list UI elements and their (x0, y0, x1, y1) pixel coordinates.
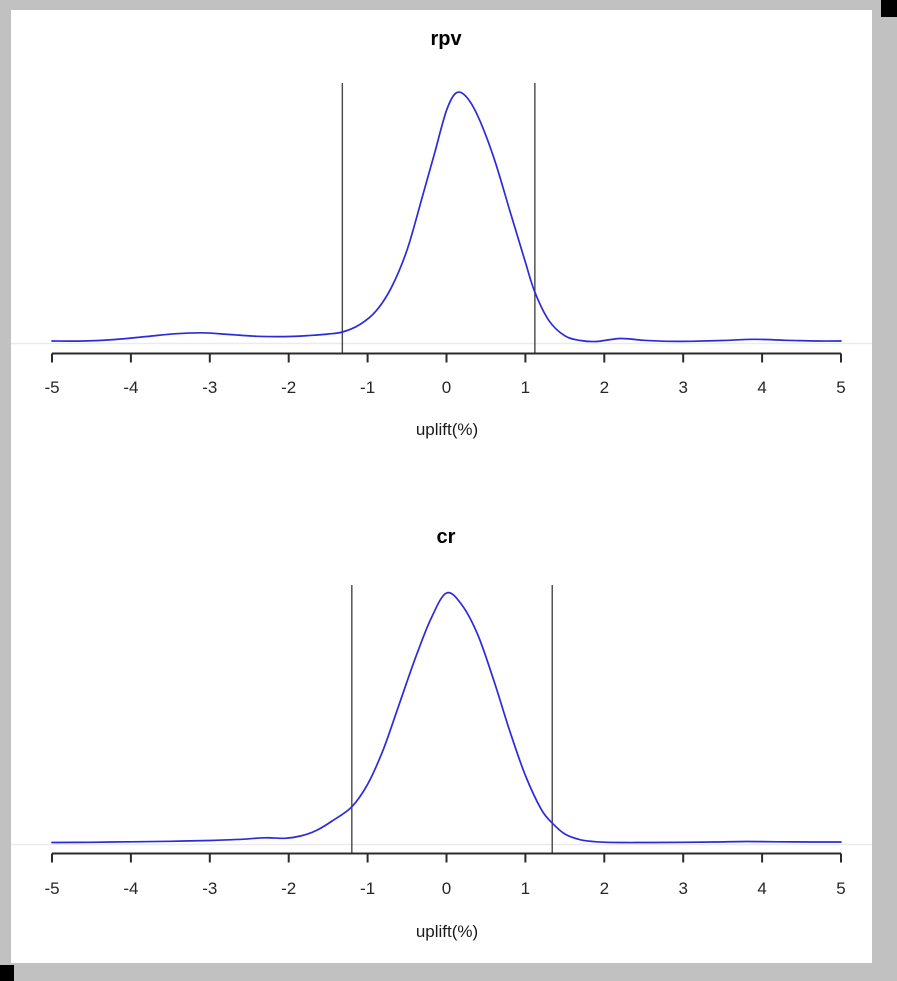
density-curve (52, 593, 841, 843)
x-axis-tick-label: -1 (360, 378, 376, 397)
density-curve (52, 92, 841, 342)
x-axis-tick-label: 4 (757, 879, 767, 898)
x-axis-tick-label: -1 (360, 879, 376, 898)
x-axis-tick-label: 0 (441, 879, 452, 898)
scroll-thumb-top-right[interactable] (881, 0, 897, 17)
plot-title-rpv: rpv (430, 28, 462, 50)
x-axis-tick-label: 0 (441, 378, 452, 397)
x-axis-tick-label: -2 (281, 879, 297, 898)
x-axis-label-rpv: uplift(%) (415, 420, 479, 439)
x-axis-tick-label: 2 (599, 378, 610, 397)
x-axis-tick-label: 4 (757, 378, 767, 397)
x-axis-tick-label: -2 (281, 378, 297, 397)
x-axis-label-cr: uplift(%) (415, 922, 479, 941)
x-axis-tick-label: 2 (599, 879, 610, 898)
x-axis-tick-label: -5 (44, 378, 60, 397)
plot-title-cr: cr (436, 526, 456, 548)
x-axis-tick-label: -3 (202, 879, 218, 898)
x-axis-tick-label: 1 (520, 879, 531, 898)
x-axis-tick-label: -3 (202, 378, 218, 397)
x-axis-tick-label: 3 (678, 378, 688, 397)
x-axis-tick-label: -4 (123, 378, 139, 397)
x-axis-tick-label: -5 (44, 879, 60, 898)
x-axis-tick-label: 5 (836, 879, 846, 898)
x-axis-tick-label: 5 (836, 378, 846, 397)
x-axis-tick-label: 3 (678, 879, 688, 898)
scroll-thumb-bottom-left[interactable] (0, 965, 14, 981)
x-axis-tick-label: 1 (520, 378, 531, 397)
x-axis-tick-label: -4 (123, 879, 139, 898)
